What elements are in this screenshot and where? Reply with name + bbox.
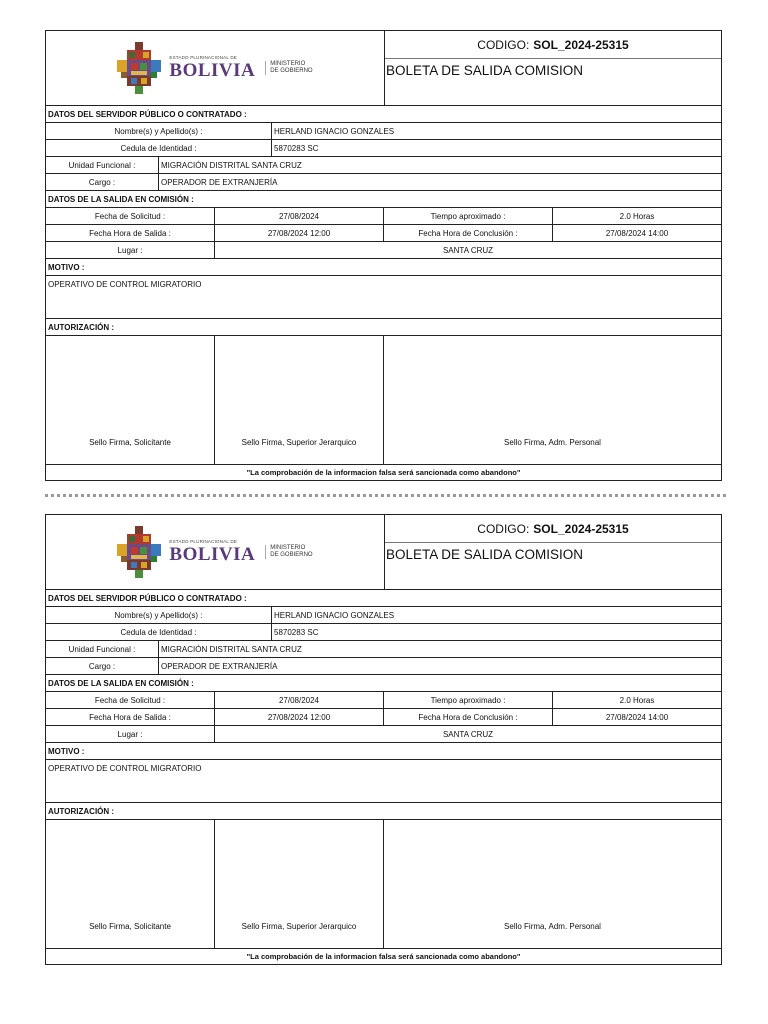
name-label: Nombre(s) y Apellido(s) :	[46, 607, 272, 623]
cargo-value: OPERADOR DE EXTRANJERÍA	[161, 661, 278, 671]
unit-value: MIGRACIÓN DISTRITAL SANTA CRUZ	[161, 160, 302, 170]
signature-superior: Sello Firma, Superior Jerarquico	[215, 820, 384, 948]
ci-value: 5870283 SC	[274, 143, 319, 153]
row-departure	[46, 709, 721, 726]
institution-logo	[46, 31, 385, 105]
boleta-form-copy	[45, 514, 722, 965]
row-place	[46, 726, 721, 743]
request-date-value: 27/08/2024	[215, 208, 384, 224]
form-header	[46, 515, 721, 590]
row-ci	[46, 624, 721, 641]
departure-value: 27/08/2024 12:00	[215, 709, 384, 725]
approx-time-value: 2.0 Horas	[619, 695, 655, 705]
row-cargo	[46, 174, 721, 191]
logo-country-name: BOLIVIA	[169, 544, 256, 566]
section-header-motivo: MOTIVO :	[46, 743, 721, 760]
unit-label: Unidad Funcional :	[46, 157, 159, 173]
motive-text: OPERATIVO DE CONTROL MIGRATORIO	[46, 276, 721, 319]
conclusion-value: 27/08/2024 14:00	[605, 712, 669, 722]
request-date-label: Fecha de Solicitud :	[46, 208, 215, 224]
unit-value: MIGRACIÓN DISTRITAL SANTA CRUZ	[161, 644, 302, 654]
signature-requester: Sello Firma, Solicitante	[46, 336, 215, 464]
document-title: BOLETA DE SALIDA COMISION	[386, 63, 584, 78]
document-code: CODIGO: SOL_2024-25315	[385, 515, 721, 543]
logo-small-text: ESTADO PLURINACIONAL DE	[169, 538, 238, 544]
document-code-value: SOL_2024-25315	[533, 37, 629, 52]
row-name	[46, 123, 721, 140]
cargo-value: OPERADOR DE EXTRANJERÍA	[161, 177, 278, 187]
place-value: SANTA CRUZ	[442, 729, 494, 739]
cargo-label: Cargo :	[46, 174, 159, 190]
place-value: SANTA CRUZ	[442, 245, 494, 255]
document-code: CODIGO: SOL_2024-25315	[385, 31, 721, 59]
conclusion-label: Fecha Hora de Conclusión :	[384, 709, 553, 725]
section-header-servidor: DATOS DEL SERVIDOR PÚBLICO O CONTRATADO :	[46, 106, 721, 123]
departure-label: Fecha Hora de Salida :	[46, 709, 215, 725]
section-header-salida: DATOS DE LA SALIDA EN COMISIÓN :	[46, 675, 721, 692]
section-header-servidor: DATOS DEL SERVIDOR PÚBLICO O CONTRATADO :	[46, 590, 721, 607]
conclusion-label: Fecha Hora de Conclusión :	[384, 225, 553, 241]
cut-line-divider	[45, 494, 726, 497]
ci-value: 5870283 SC	[274, 627, 319, 637]
document-title: BOLETA DE SALIDA COMISION	[386, 547, 584, 562]
request-date-label: Fecha de Solicitud :	[46, 692, 215, 708]
bolivia-emblem-icon	[117, 526, 161, 578]
institution-logo	[46, 515, 385, 589]
footer-note: "La comprobación de la informacion falsa será sancionada como abandono"	[246, 468, 521, 477]
row-departure	[46, 225, 721, 242]
footer-note: "La comprobación de la informacion falsa será sancionada como abandono"	[246, 952, 521, 961]
ci-label: Cedula de Identidad :	[46, 140, 272, 156]
signature-superior: Sello Firma, Superior Jerarquico	[215, 336, 384, 464]
logo-small-text: ESTADO PLURINACIONAL DE	[169, 54, 238, 60]
signature-requester: Sello Firma, Solicitante	[46, 820, 215, 948]
ci-label: Cedula de Identidad :	[46, 624, 272, 640]
approx-time-label: Tiempo aproximado :	[384, 692, 553, 708]
approx-time-label: Tiempo aproximado :	[384, 208, 553, 224]
signature-area	[46, 820, 721, 949]
row-place	[46, 242, 721, 259]
departure-label: Fecha Hora de Salida :	[46, 225, 215, 241]
place-label: Lugar :	[46, 726, 215, 742]
signature-admin: Sello Firma, Adm. Personal	[504, 438, 601, 447]
bolivia-emblem-icon	[117, 42, 161, 94]
section-header-motivo: MOTIVO :	[46, 259, 721, 276]
row-unit	[46, 157, 721, 174]
form-header	[46, 31, 721, 106]
boleta-form-original	[45, 30, 722, 481]
logo-country-name: BOLIVIA	[169, 60, 256, 82]
signature-area	[46, 336, 721, 465]
row-cargo	[46, 658, 721, 675]
section-header-salida: DATOS DE LA SALIDA EN COMISIÓN :	[46, 191, 721, 208]
row-request-date	[46, 692, 721, 709]
ministry-name: MINISTERIO DE GOBIERNO	[265, 61, 312, 75]
row-request-date	[46, 208, 721, 225]
approx-time-value: 2.0 Horas	[619, 211, 655, 221]
motive-text: OPERATIVO DE CONTROL MIGRATORIO	[46, 760, 721, 803]
section-header-autorizacion: AUTORIZACIÓN :	[46, 319, 721, 336]
ministry-name: MINISTERIO DE GOBIERNO	[265, 545, 312, 559]
conclusion-value: 27/08/2024 14:00	[605, 228, 669, 238]
document-code-value: SOL_2024-25315	[533, 521, 629, 536]
departure-value: 27/08/2024 12:00	[215, 225, 384, 241]
row-unit	[46, 641, 721, 658]
request-date-value: 27/08/2024	[215, 692, 384, 708]
row-name	[46, 607, 721, 624]
name-label: Nombre(s) y Apellido(s) :	[46, 123, 272, 139]
signature-admin: Sello Firma, Adm. Personal	[504, 922, 601, 931]
name-value: HERLAND IGNACIO GONZALES	[274, 610, 395, 620]
section-header-autorizacion: AUTORIZACIÓN :	[46, 803, 721, 820]
name-value: HERLAND IGNACIO GONZALES	[274, 126, 395, 136]
row-ci	[46, 140, 721, 157]
unit-label: Unidad Funcional :	[46, 641, 159, 657]
cargo-label: Cargo :	[46, 658, 159, 674]
place-label: Lugar :	[46, 242, 215, 258]
